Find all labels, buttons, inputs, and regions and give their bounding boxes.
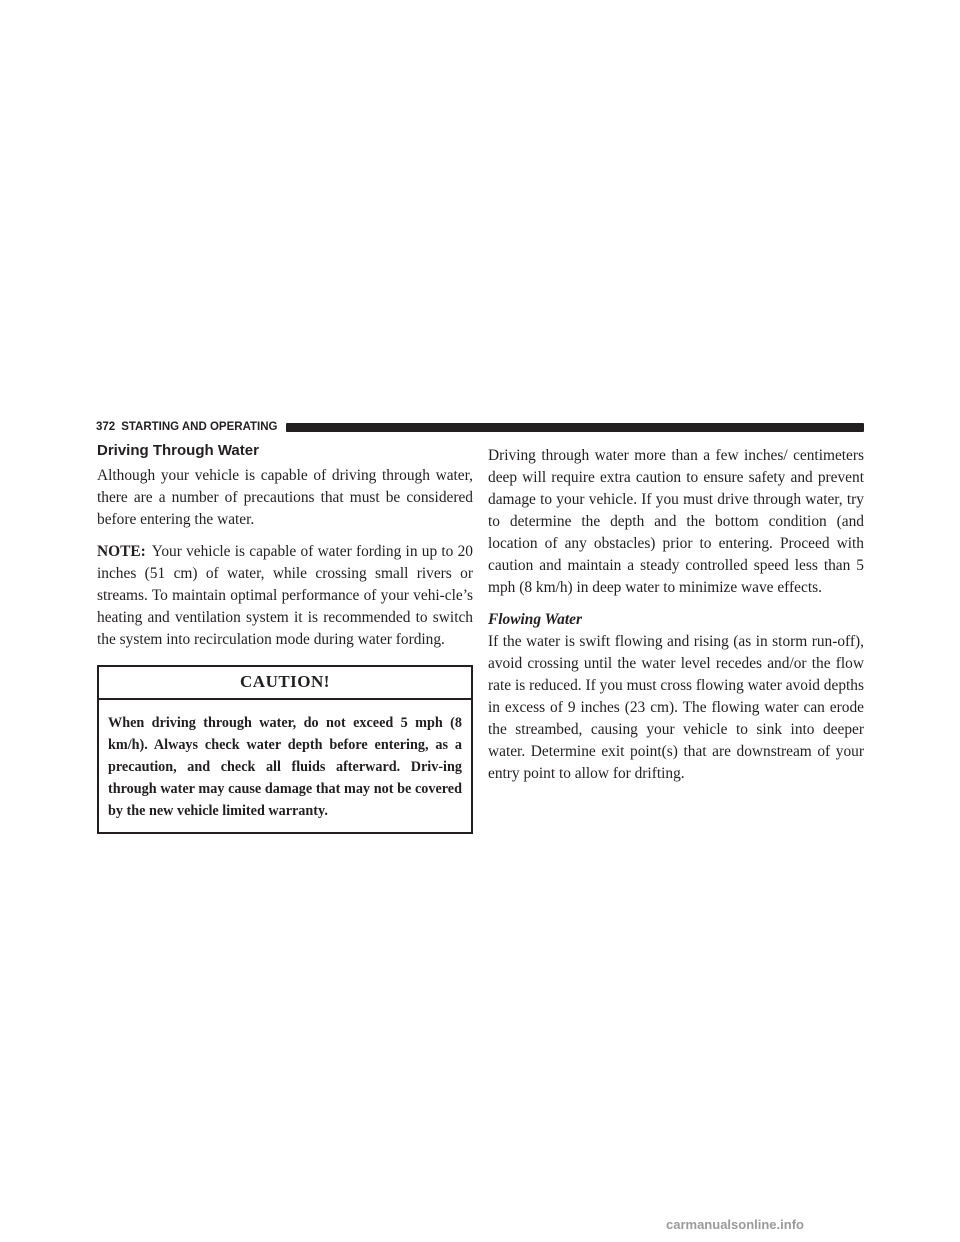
intro-paragraph: Although your vehicle is capable of driving through water, there are a number of precautions that must be considered before entering the water. [97,467,473,528]
watermark: carmanualsonline.info [666,1217,804,1232]
header-rule [286,423,865,432]
flowing-water-subheading: Flowing Water [488,611,582,628]
right-column [488,445,864,795]
note-text: Your vehicle is capable of water fording in up to 20 inches (51 cm) of water, while crossing small rivers or streams. To maintain optimal performance of your vehi-cle’s heating and ventilation system it is recommended to switch the system into recirculation mode during water fording. [97,543,473,648]
page-header [96,419,864,435]
left-column [97,441,473,834]
note-label: NOTE: [97,543,146,560]
caution-body: When driving through water, do not exceed 5 mph (8 km/h). Always check water depth before entering, as a precaution, and check all fluids afterward. Driv-ing through water may cause damage that may not be covered by the new vehicle limited warranty. [108,715,462,819]
page-number: 372 [96,421,116,433]
caution-title: CAUTION! [99,667,471,700]
caution-box [97,665,473,834]
deep-water-paragraph: Driving through water more than a few inches/ centimeters deep will require extra caution to ensure safety and prevent damage to your vehicle. If you must drive through water, try to determine the depth and the bottom condition (and location of any obstacles) prior to entering. Proceed with caution and maintain a steady controlled speed less than 5 mph (8 km/h) in deep water to minimize wave effects. [488,447,864,596]
section-heading: Driving Through Water [97,442,259,459]
flowing-water-paragraph: If the water is swift flowing and rising (as in storm run-off), avoid crossing until the water level recedes and/or the flow rate is reduced. If you must cross flowing water avoid depths in excess of 9 inches (23 cm). The flowing water can erode the streambed, causing your vehicle to sink into deeper water. Determine exit point(s) that are downstream of your entry point to allow for drifting. [488,633,864,782]
note-paragraph [97,541,473,651]
section-title: STARTING AND OPERATING [121,421,278,433]
